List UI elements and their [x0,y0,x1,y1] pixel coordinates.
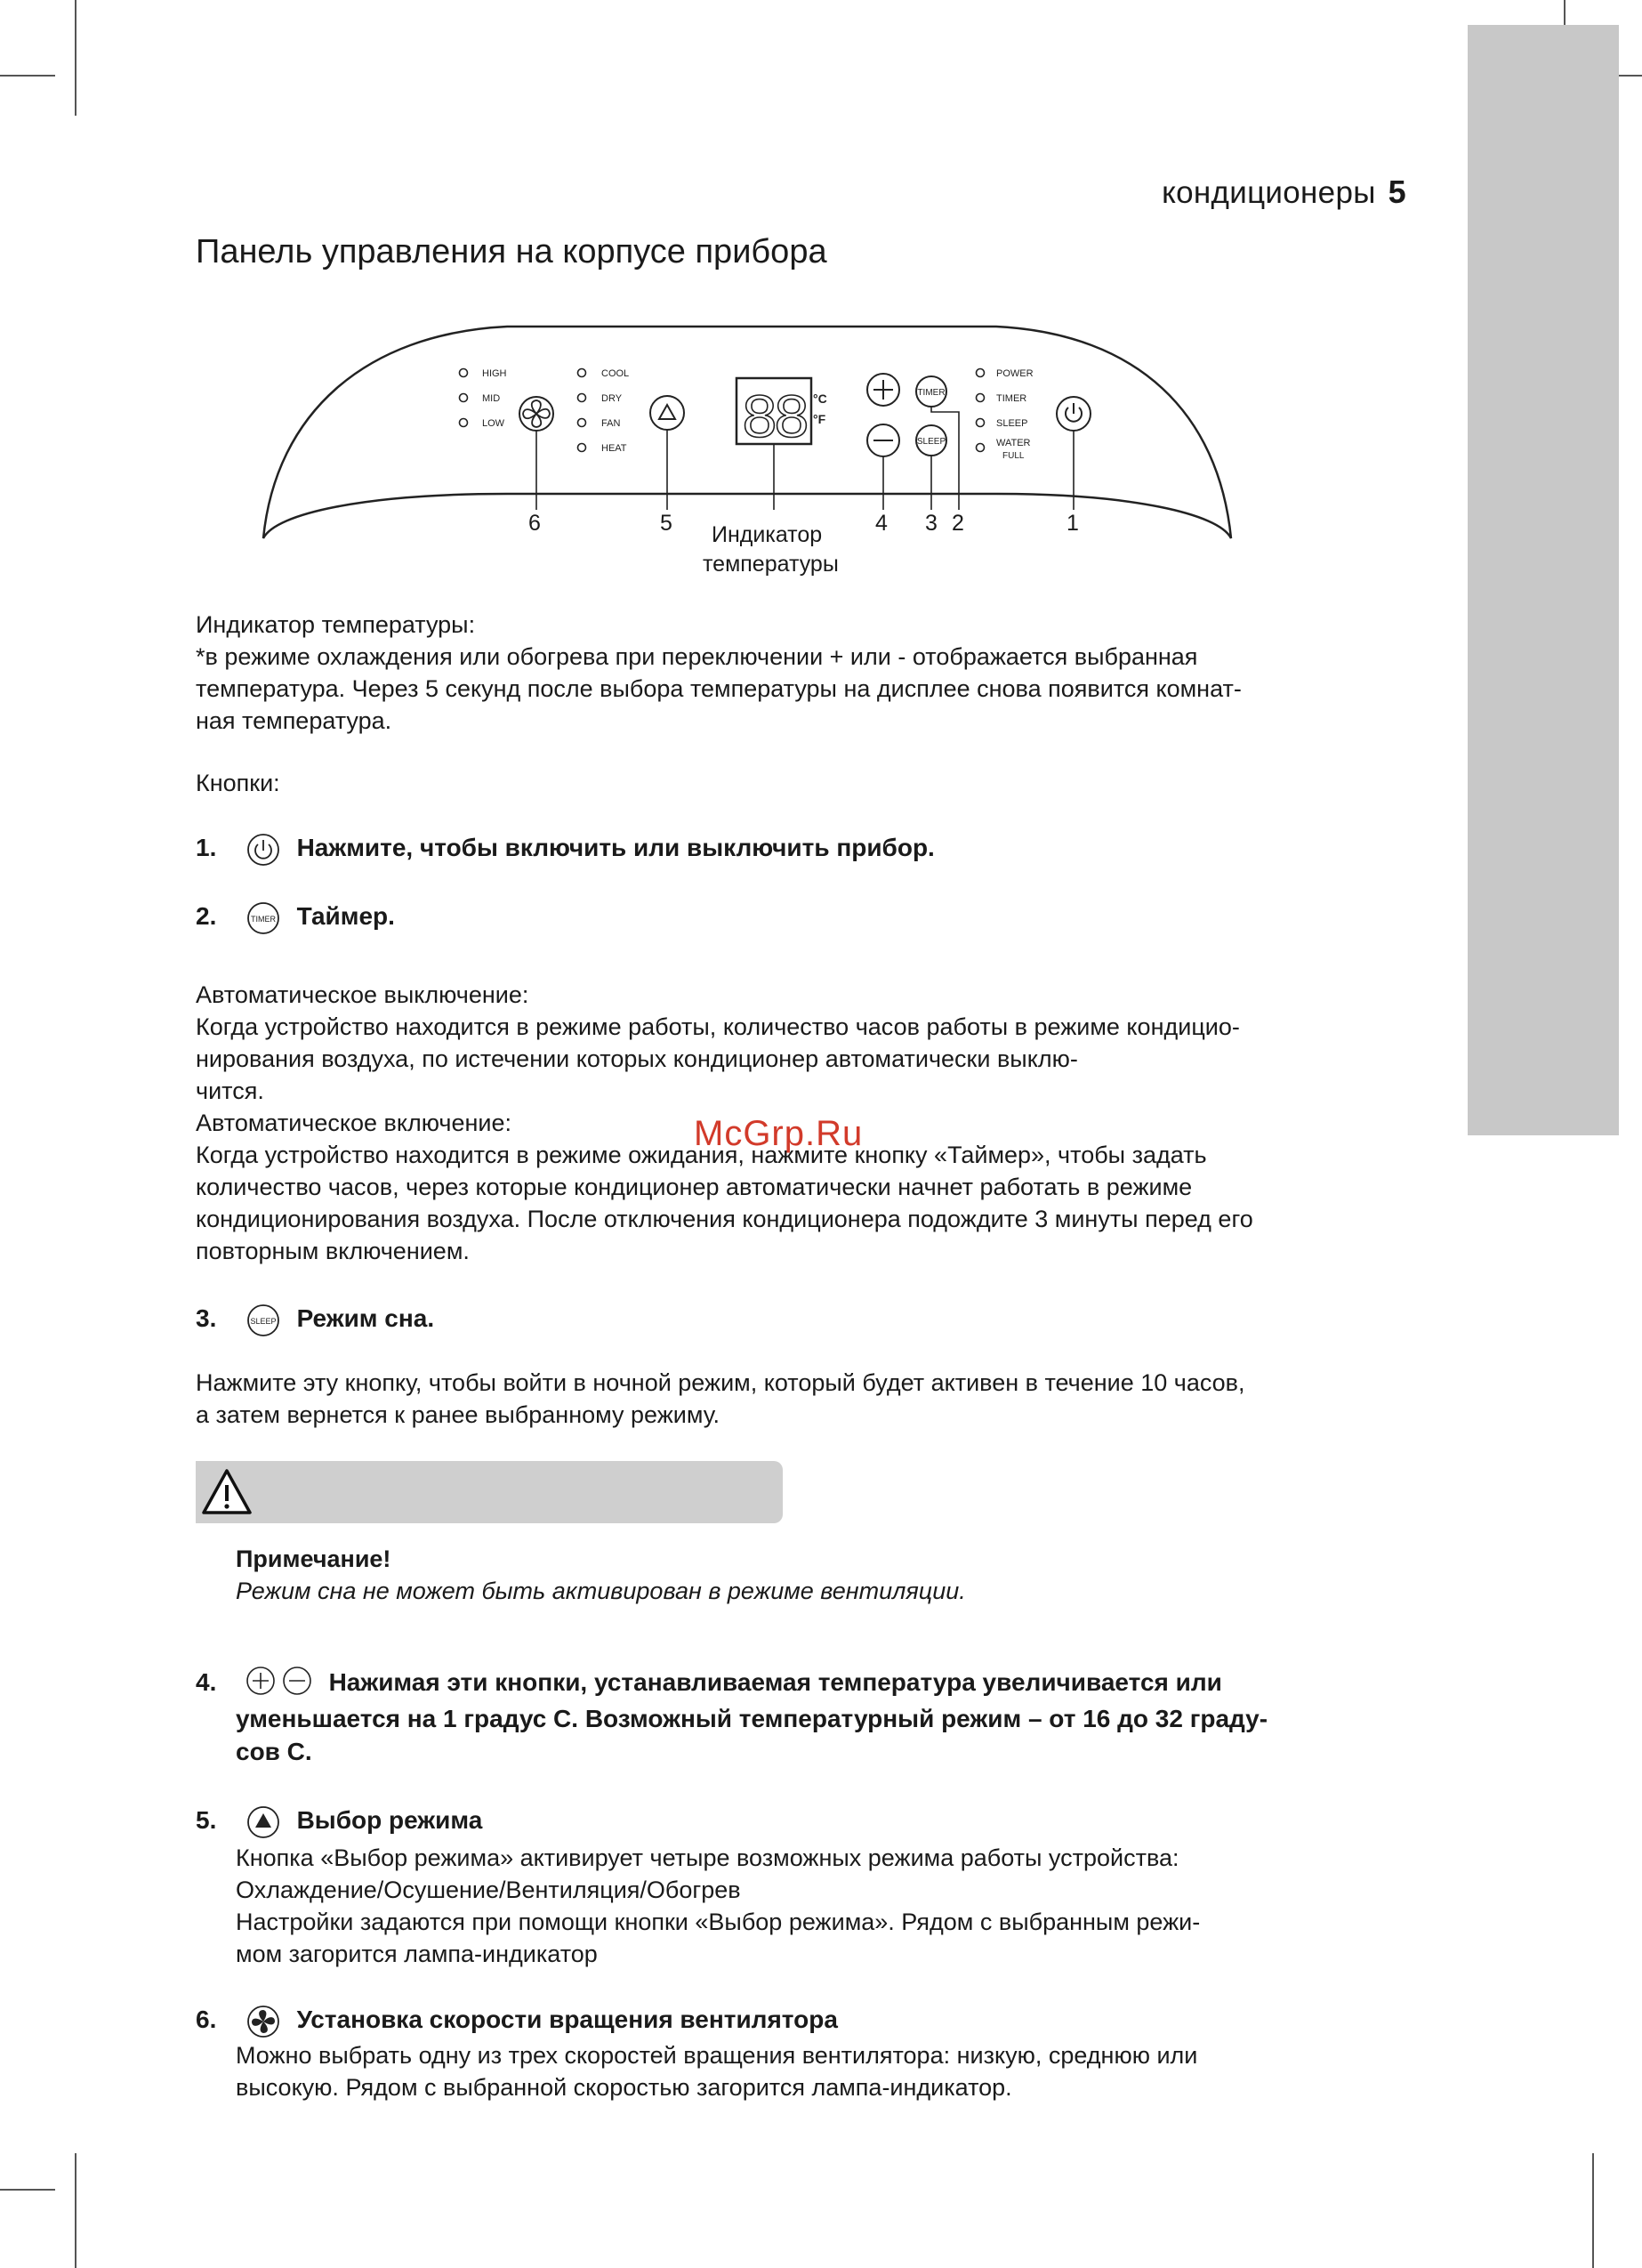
buttons-heading: Кнопки: [196,770,280,796]
crop-mark [75,0,76,116]
svg-text:SLEEP: SLEEP [250,1317,277,1326]
item-label: Таймер. [296,902,395,931]
mode-fan: FAN [601,418,621,429]
callout-5: 5 [660,511,672,536]
item-mode [196,1804,482,1840]
text-line: Когда устройство находится в режиме работы, количество часов работы в режиме кондицио- [196,1013,1240,1040]
power-icon [245,832,281,868]
item-label: Установка скорости вращения вентилятора [296,2006,838,2034]
item-timer [196,900,395,936]
item-number: 6. [196,2006,217,2034]
intro-line: температура. Через 5 секунд после выбора температуры на дисплее снова появится комнат- [196,675,1242,702]
svg-text:TIMER: TIMER [250,915,276,924]
text-line: мом загорится лампа-индикатор [236,1941,598,1967]
item-power [196,832,935,868]
mode-description [236,1842,1428,1970]
status-full: FULL [1002,451,1025,461]
status-power: POWER [996,368,1034,379]
text-line: Кнопка «Выбор режима» активирует четыре возможных режима работы устройства: [236,1844,1179,1871]
item-sleep [196,1303,434,1338]
text-line: количество часов, через которые кондиционер автоматически начнет работать в режиме [196,1174,1193,1200]
fan-level-high: HIGH [482,368,507,379]
intro-line: *в режиме охлаждения или обогрева при переключении + или - отображается выбранная [196,643,1198,670]
fan-speed-description [236,2039,1428,2103]
callout-1: 1 [1066,511,1079,536]
mode-cool: COOL [601,368,630,379]
text-line: кондиционирования воздуха. После отключения кондиционера подождите 3 минуты перед его [196,1206,1253,1232]
intro-line: ная температура. [196,707,392,734]
text-line: высокую. Рядом с выбранной скоростью загорится лампа-индикатор. [236,2074,1012,2101]
item-label: Нажмите, чтобы включить или выключить прибор. [296,834,935,862]
timer-button-label: TIMER [917,388,946,398]
item-line: Нажимая эти кнопки, устанавливаемая температура увеличивается или [328,1668,1222,1696]
status-sleep: SLEEP [996,418,1028,429]
side-tab [1468,25,1619,1135]
text-line: повторным включением. [196,1238,470,1264]
crop-mark [0,75,55,77]
sleep-description [196,1367,1388,1431]
mode-icon [245,1804,281,1840]
item-label: Выбор режима [296,1806,483,1835]
crop-mark [1592,2153,1594,2268]
section-name: кондиционеры [1162,175,1376,210]
note-title: Примечание! [236,1546,391,1572]
fan-level-low: LOW [482,418,505,429]
item-temperature [196,1666,1388,1768]
intro-heading: Индикатор температуры: [196,611,476,638]
item-fan-speed [196,2004,838,2039]
callout-4: 4 [875,511,888,536]
item-line: уменьшается на 1 градус С. Возможный температурный режим – от 16 до 32 граду- [236,1704,1268,1732]
note-text: Режим сна не может быть активирован в режиме вентиляции. [236,1578,966,1604]
mode-dry: DRY [601,393,623,404]
unit-celsius: °C [813,391,827,406]
auto-off-heading: Автоматическое выключение: [196,981,529,1008]
watermark: McGrp.Ru [694,1114,864,1153]
callout-2: 2 [952,511,964,536]
item-number: 5. [196,1806,217,1835]
fan-icon [245,2004,281,2039]
display-digits: 88 [741,386,806,456]
item-number: 3. [196,1304,217,1333]
status-water: WATER [996,438,1031,448]
text-line: Нажмите эту кнопку, чтобы войти в ночной режим, который будет активен в течение 10 часов, [196,1369,1245,1396]
warning-bar [196,1461,783,1523]
unit-fahrenheit: °F [813,412,826,426]
crop-mark [1564,0,1566,27]
auto-on-heading: Автоматическое включение: [196,1110,511,1136]
item-line: сов С. [236,1737,312,1765]
item-label: Режим сна. [296,1304,435,1333]
text-line: Можно выбрать одну из трех скоростей вращения вентилятора: низкую, среднюю или [236,2042,1198,2069]
text-line: а затем вернется к ранее выбранному режиму. [196,1401,720,1428]
callout-3: 3 [925,511,938,536]
text-line: чится. [196,1078,264,1104]
fan-level-mid: MID [482,393,501,404]
callout-6: 6 [528,511,541,536]
page-header [1162,174,1406,211]
sleep-icon [245,1303,281,1338]
page-number: 5 [1388,174,1406,210]
mode-heat: HEAT [601,443,627,454]
text-line: нирования воздуха, по истечении которых кондиционер автоматически выклю- [196,1045,1078,1072]
page-title: Панель управления на корпусе прибора [196,233,827,270]
indicator-caption-2: температуры [703,552,839,577]
item-number: 4. [196,1668,217,1696]
crop-mark [0,2189,55,2191]
sleep-button-label: SLEEP [916,437,946,447]
text-line: Охлаждение/Осушение/Вентиляция/Обогрев [236,1877,741,1903]
plus-minus-icons [245,1667,322,1702]
warning-icon [196,1461,258,1523]
text-line: Когда устройство находится в режиме ожидания, нажмите кнопку «Таймер», чтобы задать [196,1142,1207,1168]
item-number: 1. [196,834,217,862]
indicator-caption-1: Индикатор [712,522,823,547]
crop-mark [75,2153,76,2268]
text-line: Настройки задаются при помощи кнопки «Выбор режима». Рядом с выбранным режи- [236,1909,1201,1935]
intro-block [196,609,1388,737]
timer-icon [245,900,281,936]
item-number: 2. [196,902,217,931]
status-timer: TIMER [996,393,1027,404]
